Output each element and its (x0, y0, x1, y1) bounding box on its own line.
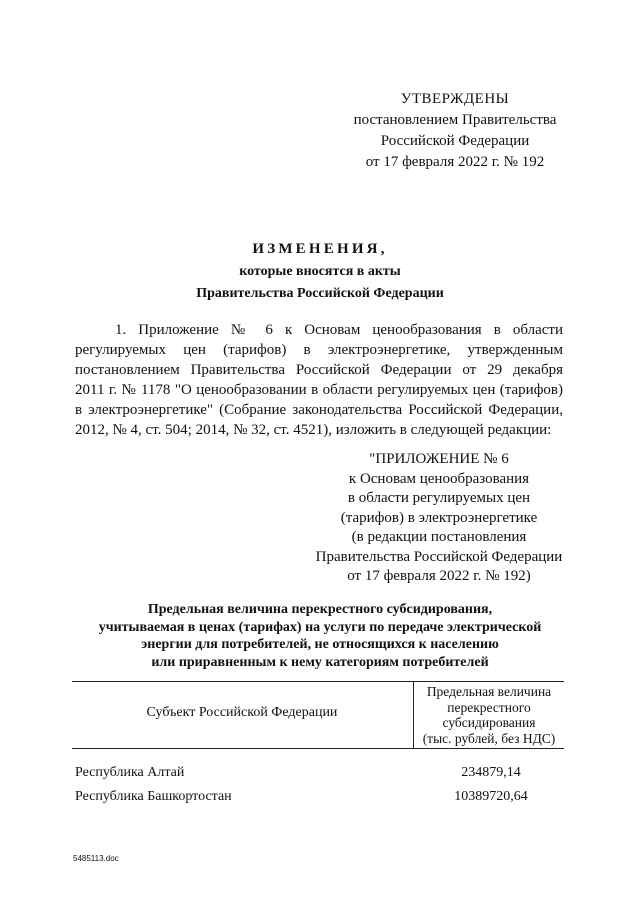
document-title (60, 238, 580, 304)
table-header-value (414, 684, 564, 746)
table-heading-line: или приравненным к нему категориям потребителей (151, 654, 489, 670)
title-sub-2: Правительства Российской Федерации (196, 286, 444, 301)
appendix-line: от 17 февраля 2022 г. № 192) (347, 568, 531, 584)
appendix-line: "ПРИЛОЖЕНИЕ № 6 (369, 451, 509, 467)
amendment-paragraph (75, 320, 563, 440)
table-heading-line: энергии для потребителей, не относящихся к населению (141, 637, 499, 652)
table-header-value-line: (тыс. рублей, без НДС) (422, 730, 556, 746)
table-heading-line: учитываемая в ценах (тарифах) на услуги по передаче электрической (98, 619, 542, 635)
table-header-value-line: субсидирования (442, 715, 536, 730)
paragraph-line: 1. Приложение № 6 к Основам ценообразования в области (115, 322, 563, 338)
appendix-line: в области регулируемых цен (347, 490, 531, 506)
title-sub-1: которые вносятся в акты (239, 264, 401, 279)
table-border-top (72, 681, 564, 682)
table-cell-value: 234879,14 (461, 765, 521, 780)
table-cell-value: 10389720,64 (454, 789, 528, 804)
appendix-line: Правительства Российской Федерации (315, 548, 563, 565)
table-border-bottom (72, 748, 564, 749)
table-header-value-line: Предельная величина (426, 684, 552, 699)
approved-block (330, 89, 580, 173)
paragraph-line: в электроэнергетике" (Собрание законодательства Российской Федерации, (75, 402, 563, 418)
table-heading-line: Предельная величина перекрестного субсидирования, (147, 602, 493, 617)
paragraph-line: 2012, № 4, ст. 504; 2014, № 32, ст. 4521), изложить в следующей редакции: (75, 422, 552, 438)
appendix-line: к Основам ценообразования (348, 470, 530, 487)
paragraph-line: 2011 г. № 1178 "О ценообразовании в области регулируемых цен (тарифов) (75, 382, 563, 398)
approved-line-2: Российской Федерации (380, 133, 530, 149)
table-cell-region: Республика Алтай (75, 765, 185, 780)
approved-line-3: от 17 февраля 2022 г. № 192 (365, 154, 545, 170)
paragraph-line: регулируемых цен (тарифов) в электроэнергетике, утвержденным (75, 342, 563, 358)
document-filename: 5485113.doc (73, 854, 119, 863)
approved-heading: УТВЕРЖДЕНЫ (400, 91, 510, 107)
appendix-block (300, 450, 578, 587)
paragraph-line: постановлением Правительства Российской Федерации от 29 декабря (75, 362, 563, 378)
table-header-value-line: перекрестного (447, 699, 531, 715)
appendix-line: (в редакции постановления (351, 529, 527, 545)
table-header-region: Субъект Российской Федерации (146, 705, 338, 720)
appendix-line: (тарифов) в электроэнергетике (340, 509, 538, 526)
table-cell-region: Республика Башкортостан (75, 789, 232, 804)
table-heading (60, 601, 580, 671)
title-main: ИЗМЕНЕНИЯ, (252, 241, 388, 257)
approved-line-1: постановлением Правительства (353, 112, 557, 128)
